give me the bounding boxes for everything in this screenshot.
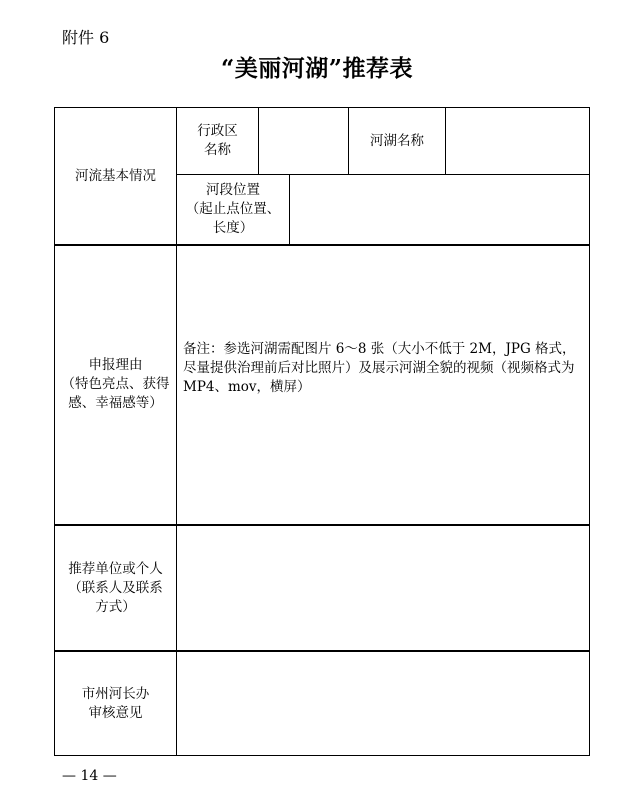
river-lake-name-input[interactable] xyxy=(446,108,590,174)
review-opinion-label: 市州河长办 审核意见 xyxy=(81,685,150,721)
admin-area-label: 行政区 名称 xyxy=(197,123,238,158)
river-lake-name-label: 河湖名称 xyxy=(370,132,424,149)
segment-location-input[interactable] xyxy=(290,175,590,244)
page-number: — 14 — xyxy=(62,768,117,784)
river-basic-info-label: 河流基本情况 xyxy=(75,167,156,184)
attachment-label: 附件 6 xyxy=(62,28,110,47)
review-opinion-input[interactable] xyxy=(177,652,590,755)
declaration-reason-label: 申报理由 （特色亮点、获得 感、幸福感等） xyxy=(61,357,170,411)
segment-location-label: 河段位置 （起止点位置、 长度） xyxy=(185,182,281,236)
page-title: “美丽河湖”推荐表 xyxy=(221,55,413,82)
recommender-input[interactable] xyxy=(177,526,590,650)
declaration-note: 备注：参选河湖需配图片 6～8 张（大小不低于 2M，JPG 格式，尽量提供治理前后对比照片）及展示河湖全貌的视频（视频格式为 MP4、mov，横屏） xyxy=(183,341,576,395)
admin-area-input[interactable] xyxy=(259,108,348,174)
recommendation-form-table xyxy=(54,107,590,756)
recommender-label: 推荐单位或个人 （联系人及联系 方式） xyxy=(68,560,163,615)
